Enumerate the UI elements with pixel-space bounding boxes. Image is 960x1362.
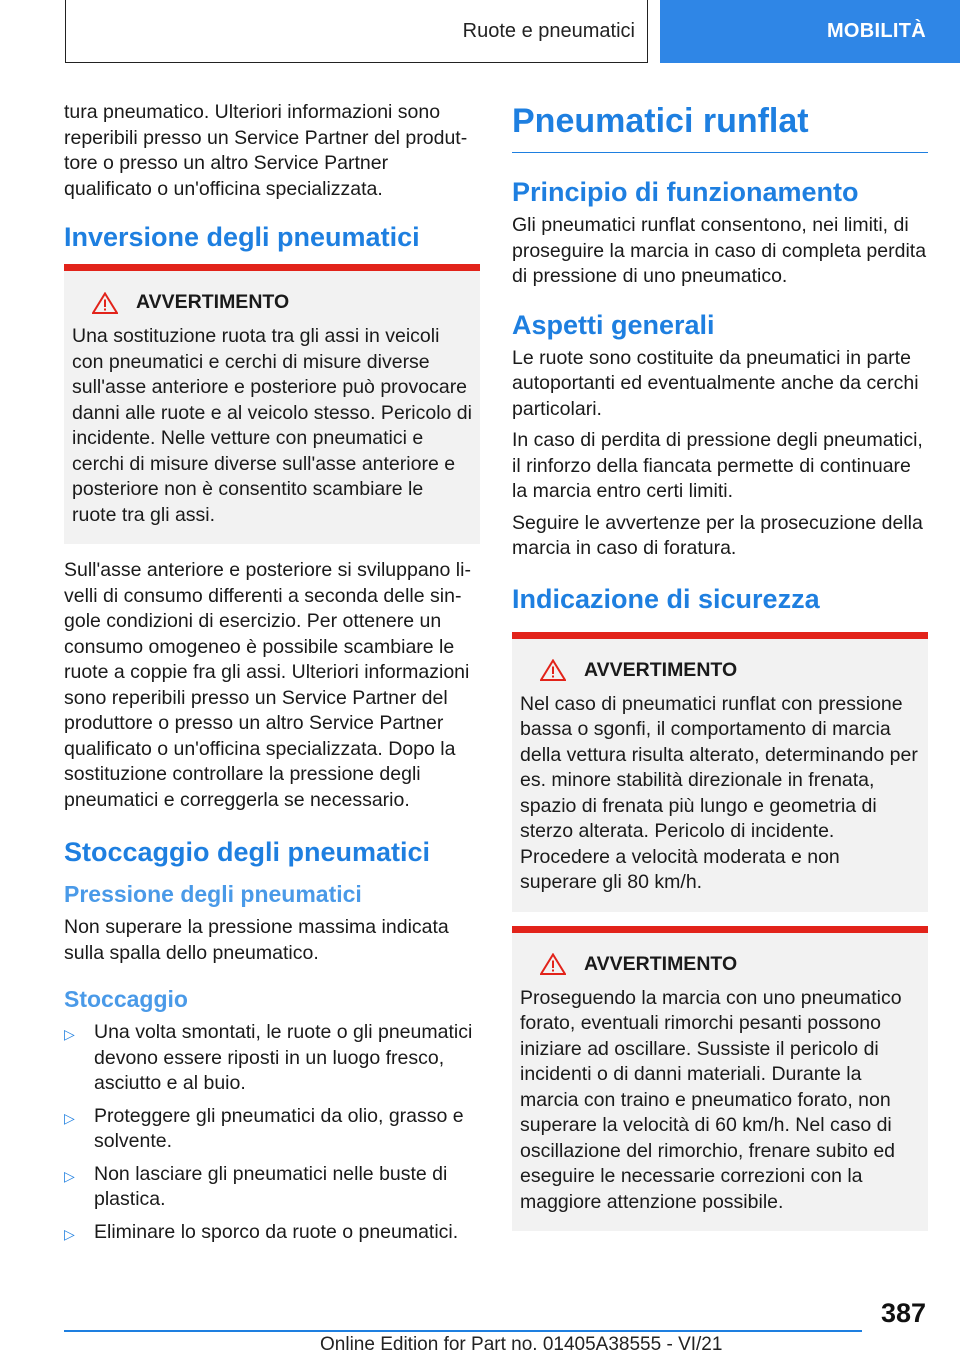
- footer-divider: [64, 1330, 862, 1332]
- warning-text: Una sostituzione ruota tra gli assi in veicoli con pneumatici e cerchi di misure diverse sull'asse anteriore e posteriore può provocare danni alle ruote e al veicolo stesso. Pericolo di incidente. Nelle vetture con pneumatici e cerchi di misure diverse sull'asse anteriore e posteriore non è consentito scambiare le ruote tra gli assi.: [72, 325, 472, 526]
- triangle-bullet-icon: ▷: [64, 1109, 75, 1126]
- warning-text: Nel caso di pneumatici runflat con pressione bassa o sgonfi, il comportamento di marcia della vettura risulta alterato, determinando per es. minore stabilità direzionale in frenata, spazio di frenata più lungo e geometria di sterzo alterata. Pericolo di incidente. Procedere a velocità moderata e non superare gli 80 km/h.: [520, 692, 918, 893]
- triangle-bullet-icon: ▷: [64, 1167, 75, 1184]
- principle-heading: Principio di funzionamento: [512, 177, 859, 207]
- list-item: ▷ Non lasciare gli pneumatici nelle buste di plastica.: [64, 1162, 480, 1213]
- warning-triangle-icon: [540, 953, 566, 975]
- warning-title: [72, 291, 472, 314]
- storage-list: [64, 1020, 480, 1247]
- section-tab: MOBILITÀ: [660, 0, 960, 63]
- warning-title: [520, 953, 920, 976]
- stock-subheading: Stoccaggio: [64, 986, 188, 1012]
- right-column: [512, 100, 928, 1245]
- warning-box: [512, 926, 928, 1232]
- warning-label: AVVERTIMENTO: [584, 658, 738, 681]
- inversion-heading: Inversione degli pneumatici: [64, 222, 420, 252]
- triangle-bullet-icon: ▷: [64, 1225, 75, 1242]
- edition-footer: Online Edition for Part no. 01405A38555 - VI/21: [320, 1334, 723, 1355]
- warning-label: AVVERTIMENTO: [584, 952, 738, 975]
- left-column: [64, 100, 480, 1254]
- inversion-paragraph: Sull'asse anteriore e posteriore si sviluppano livelli di consumo differenti a seconda delle singole condizioni di esercizio. Per ottenere un consumo omogeneo è possibile scambiare le ruote a coppie fra gli assi. Ulteriori informazioni sono reperibili presso un Service Partner del produttore o presso un altro Service Partner qualificato o un'officina specializzata. Dopo la sostituzione controllare la pressione degli pneumatici e correggerla se necessario.: [64, 559, 471, 811]
- list-item: ▷ Eliminare lo sporco da ruote o pneumatici.: [64, 1220, 480, 1248]
- page-number: 387: [880, 1298, 926, 1328]
- warning-box: [512, 632, 928, 912]
- warning-triangle-icon: [540, 659, 566, 681]
- pressure-subheading: Pressione degli pneumatici: [64, 881, 362, 907]
- chapter-title: Ruote e pneumatici: [65, 0, 648, 63]
- storage-heading: Stoccaggio degli pneumatici: [64, 837, 431, 867]
- triangle-bullet-icon: ▷: [64, 1026, 75, 1042]
- intro-paragraph: tura pneumatico. Ulteriori informazioni sono reperibili presso un Service Partner del produttore o presso un altro Service Partner qualificato o un'officina specializzata.: [64, 101, 468, 200]
- list-item: ▷ Una volta smontati, le ruote o gli pneumatici devono essere riposti in un luogo fresco, asciutto e al buio.: [64, 1020, 480, 1097]
- general-heading: Aspetti generali: [512, 309, 715, 340]
- general-paragraph-3: Seguire le avvertenze per la prosecuzione della marcia in caso di foratura.: [512, 511, 923, 559]
- page-header: [0, 0, 960, 66]
- pressure-paragraph: Non superare la pressione massima indicata sulla spalla dello pneumatico.: [64, 916, 449, 964]
- safety-heading: Indicazione di sicurezza: [512, 583, 820, 614]
- runflat-title: Pneumatici runflat: [512, 100, 928, 153]
- warning-title: [520, 659, 920, 682]
- list-item: ▷ Proteggere gli pneumatici da olio, grasso e solvente.: [64, 1104, 480, 1155]
- principle-paragraph: Gli pneumatici runflat consentono, nei limiti, di proseguire la marcia in caso di completa perdita di pressione di uno pneumatico.: [512, 214, 927, 287]
- warning-box: [64, 264, 480, 544]
- general-paragraph-2: In caso di perdita di pressione degli pneumatici, il rinforzo della fiancata permette di continuare la marcia entro certi limiti.: [512, 429, 923, 502]
- warning-text: Proseguendo la marcia con uno pneumatico forato, eventuali rimorchi pesanti possono iniziare ad oscillare. Sussiste il pericolo di incidenti o di danni materiali. Durante la marcia con traino e pneumatico forato, non superare la velocità di 60 km/h. Nel caso di oscillazione del rimorchio, frenare subito ed eseguire le necessarie correzioni con la maggiore attenzione possibile.: [520, 986, 902, 1213]
- warning-label: AVVERTIMENTO: [136, 291, 290, 313]
- warning-triangle-icon: [92, 292, 118, 314]
- general-paragraph-1: Le ruote sono costituite da pneumatici in parte autoportanti ed eventualmente anche da cerchi particolari.: [512, 346, 919, 420]
